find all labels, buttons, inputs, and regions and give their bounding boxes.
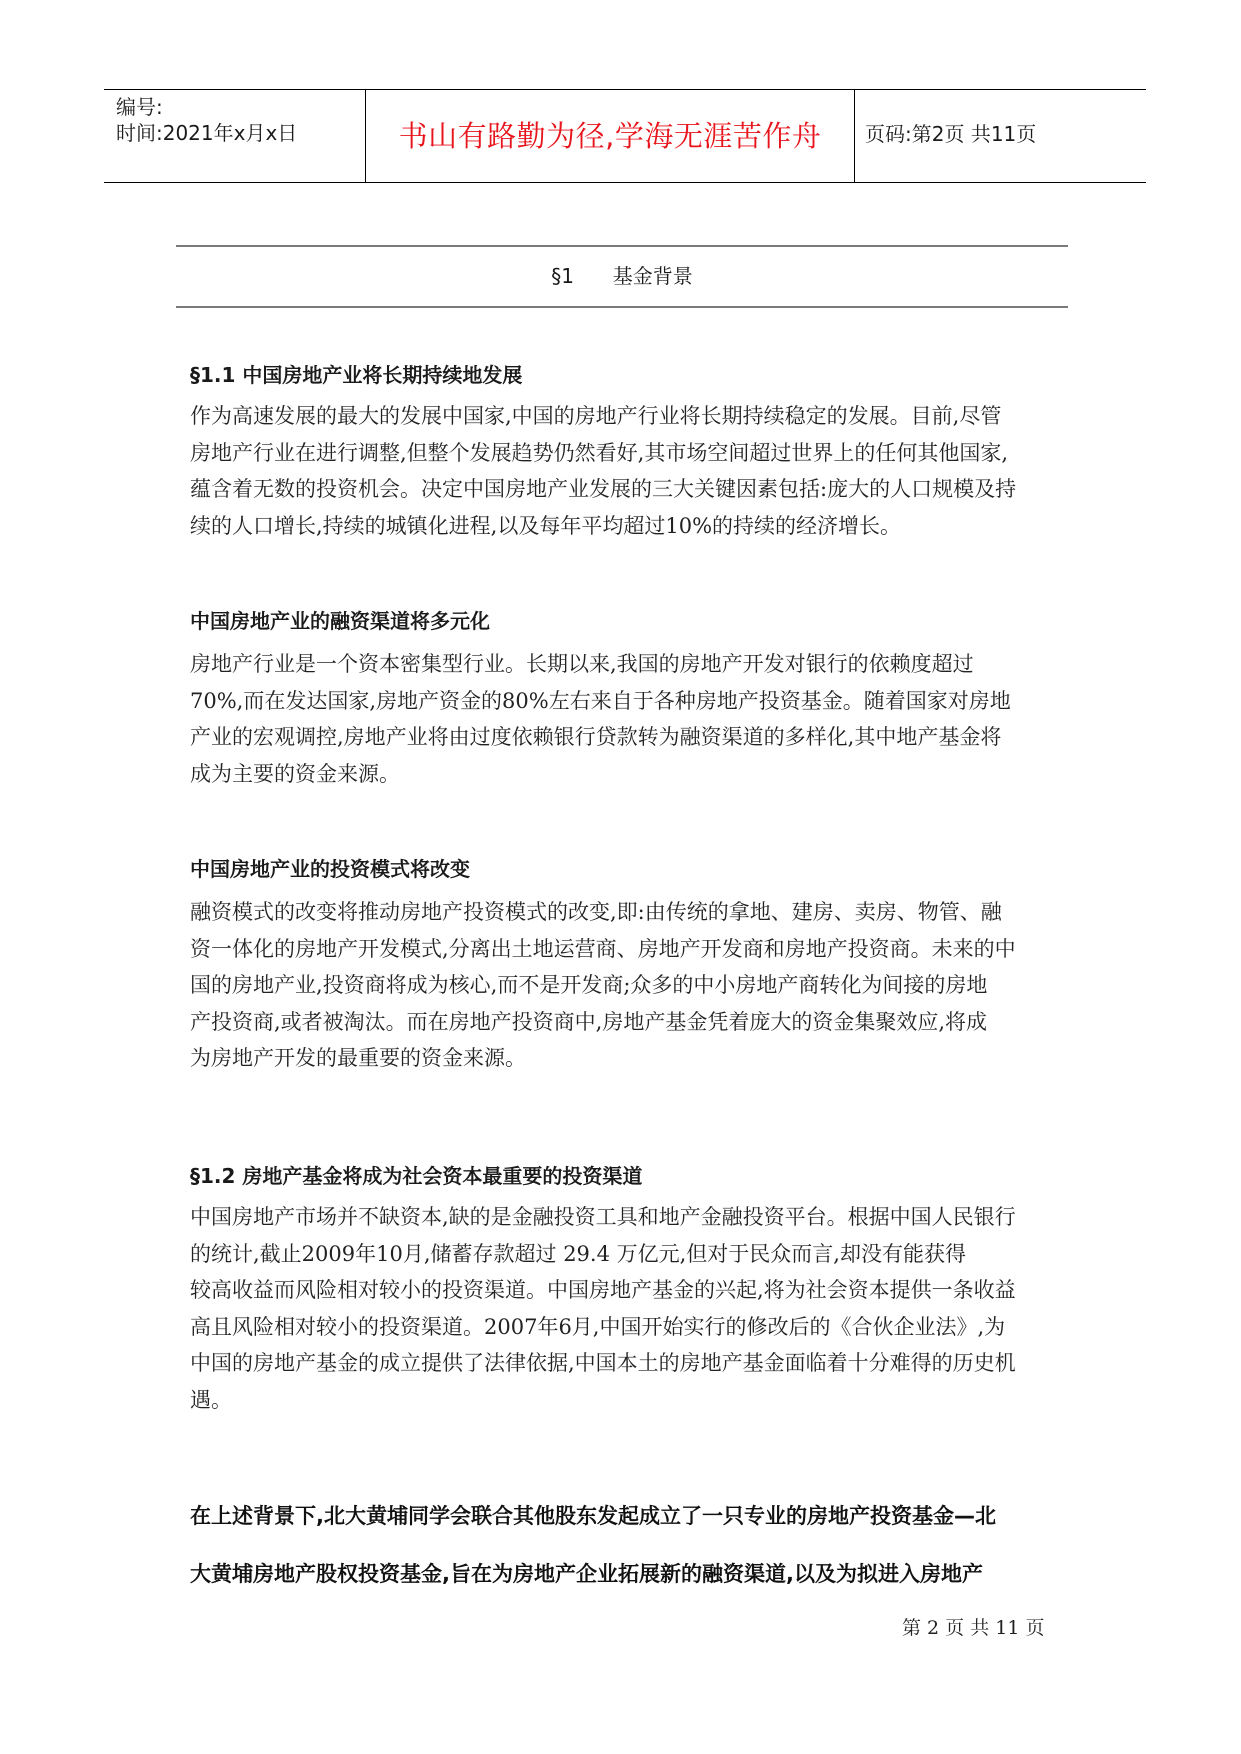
section-title-text: 基金背景 — [612, 264, 693, 288]
paragraph-line: 在上述背景下,北大黄埔同学会联合其他股东发起成立了一只专业的房地产投资基金—北 — [190, 1504, 996, 1528]
paragraph-line: 70%,而在发达国家,房地产资金的80%左右来自于各种房地产投资基金。随着国家对房地 — [190, 688, 1011, 713]
header-motto: 书山有路勤为径,学海无涯苦作舟 — [398, 119, 822, 153]
topic-heading-financing: 中国房地产业的融资渠道将多元化 — [190, 609, 490, 633]
page-header — [104, 89, 1146, 183]
topic-heading-investment: 中国房地产业的投资模式将改变 — [190, 857, 470, 881]
page-footer: 第 2 页 共 11 页 — [902, 1617, 1045, 1639]
paragraph-line: 产业的宏观调控,房地产业将由过度依赖银行贷款转为融资渠道的多样化,其中地产基金将 — [190, 725, 1002, 749]
paragraph-financing — [190, 646, 1060, 792]
section-title — [176, 263, 1068, 289]
paragraph-line: 高且风险相对较小的投资渠道。2007年6月,中国开始实行的修改后的《合伙企业法》,为 — [190, 1314, 1006, 1339]
header-info-cell — [104, 90, 366, 182]
paragraph-line: 大黄埔房地产股权投资基金,旨在为房地产企业拓展新的融资渠道,以及为拟进入房地产 — [190, 1562, 983, 1586]
document-number-label: 编号: — [116, 95, 163, 119]
header-motto-cell — [366, 90, 855, 182]
paragraph-investment — [190, 894, 1060, 1077]
paragraph-line: 国的房地产业,投资商将成为核心,而不是开发商;众多的中小房地产商转化为间接的房地 — [190, 973, 988, 997]
paragraph-line: 为房地产开发的最重要的资金来源。 — [190, 1046, 526, 1070]
paragraph-line: 资一体化的房地产开发模式,分离出土地运营商、房地产开发商和房地产投资商。未来的中 — [190, 936, 1016, 961]
subsection-heading-1-2: §1.2 房地产基金将成为社会资本最重要的投资渠道 — [190, 1164, 643, 1188]
paragraph-line: 房地产行业在进行调整,但整个发展趋势仍然看好,其市场空间超过世界上的任何其他国家, — [190, 440, 1009, 465]
paragraph-1-1 — [190, 398, 1060, 544]
paragraph-line: 的统计,截止2009年10月,储蓄存款超过 29.4 万亿元,但对于民众而言,却没有能获得 — [190, 1241, 966, 1266]
document-time-label: 时间:2021年x月x日 — [116, 121, 298, 145]
paragraph-line: 中国的房地产基金的成立提供了法律依据,中国本土的房地产基金面临着十分难得的历史机 — [190, 1351, 1016, 1375]
header-page-cell — [855, 90, 1146, 182]
section-mark: §1 — [551, 264, 574, 288]
subsection-heading-1-1: §1.1 中国房地产业将长期持续地发展 — [190, 363, 523, 387]
paragraph-line: 遇。 — [190, 1387, 232, 1412]
paragraph-line: 房地产行业是一个资本密集型行业。长期以来,我国的房地产开发对银行的依赖度超过 — [190, 652, 974, 676]
closing-paragraph — [190, 1487, 1060, 1603]
paragraph-line: 成为主要的资金来源。 — [190, 761, 400, 786]
paragraph-1-2 — [190, 1199, 1060, 1418]
paragraph-line: 产投资商,或者被淘汰。而在房地产投资商中,房地产基金凭着庞大的资金集聚效应,将成 — [190, 1009, 988, 1034]
section-heading — [176, 245, 1068, 308]
paragraph-line: 续的人口增长,持续的城镇化进程,以及每年平均超过10%的持续的经济增长。 — [190, 513, 902, 538]
paragraph-line: 作为高速发展的最大的发展中国家,中国的房地产行业将长期持续稳定的发展。目前,尽管 — [190, 404, 1002, 428]
paragraph-line: 中国房地产市场并不缺资本,缺的是金融投资工具和地产金融投资平台。根据中国人民银行 — [190, 1205, 1016, 1229]
paragraph-line: 较高收益而风险相对较小的投资渠道。中国房地产基金的兴起,将为社会资本提供一条收益 — [190, 1278, 1016, 1302]
paragraph-line: 融资模式的改变将推动房地产投资模式的改变,即:由传统的拿地、建房、卖房、物管、融 — [190, 900, 1002, 924]
header-page-label: 页码:第2页 共11页 — [865, 122, 1037, 146]
paragraph-line: 蕴含着无数的投资机会。决定中国房地产业发展的三大关键因素包括:庞大的人口规模及持 — [190, 477, 1017, 501]
